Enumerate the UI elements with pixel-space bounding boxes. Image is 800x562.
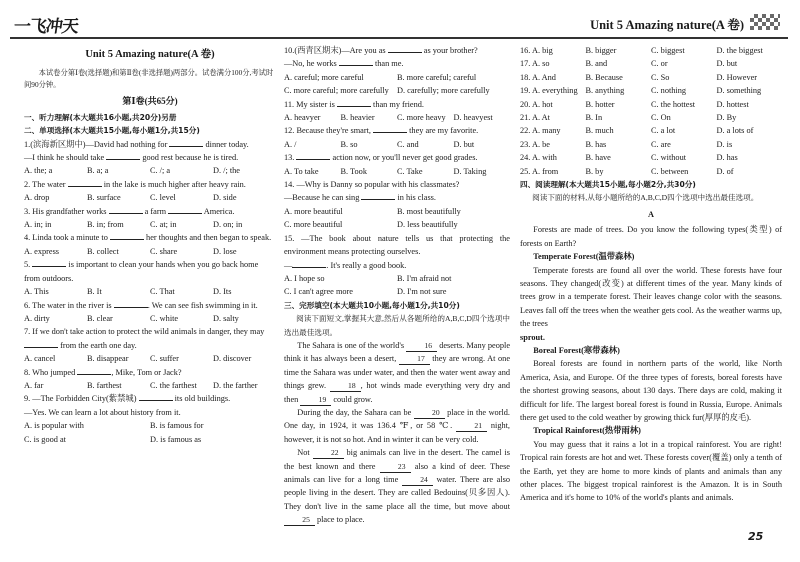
section-reading: 四、阅读理解(本大题共15小题,每小题2分,共30分)	[520, 180, 696, 190]
boreal-heading: Boreal Forest(寒带森林)	[533, 345, 620, 355]
column-right	[520, 44, 782, 505]
cloze-option-row: 19. A. everything B. anything C. nothing D. something	[520, 86, 762, 96]
cloze-paragraph-2: During the day, the Sahara can be 20 place in the world. One day, in 1924, it was 136.4 ℉, or 58 ℃. 21 night, however, it is not so hot. And in winter it can be very cold.	[284, 407, 510, 444]
cloze-option-row: 22. A. many B. much C. a lot D. a lots of	[520, 126, 754, 136]
cloze-option-row: 18. A. And B. Because C. So D. However	[520, 72, 758, 82]
question-7: 7. If we don't take action to protect the wild animals in danger, they may from the earth one day. A. cancel B. disappear C. suffer D. discover	[24, 327, 265, 364]
passage-intro: Forests are made of trees. Do you know the following types(类型) of forests on Earth?	[520, 225, 782, 248]
part-one-title: 第Ⅰ卷(共65分)	[122, 96, 178, 107]
cloze-paragraph-1: The Sahara is one of the world's 16 deserts. Many people think it has always been a desert, 17 they are wrong. At one time the Sahara was under water, and then the water went away and things grew. 18 , hot winds made everything very dry and then 19 could grow.	[284, 340, 511, 404]
temperate-heading: Temperate Forest(温带森林)	[533, 252, 635, 262]
column-left	[24, 44, 276, 446]
section-cloze: 三、完形填空(本大题共10小题,每小题1分,共10分)	[284, 300, 460, 310]
question-10: 10.(西青区期末)—Are you as as your brother? —No, he works than me. A. careful; more careful B. more careful; careful C. more careful; more carefully D. carefully; more carefully	[284, 46, 490, 96]
unit-title: Unit 5 Amazing nature(A 卷)	[85, 49, 215, 60]
cloze-option-row: 23. A. be B. has C. are D. is	[520, 139, 733, 149]
question-3: 3. His grandfather works a farm America. A. in; in B. in; from C. at; in D. on; in	[24, 206, 243, 230]
cloze-options	[520, 44, 782, 178]
question-12: 12. Because they're smart, they are my favorite. A. / B. so C. and D. but	[284, 126, 479, 149]
exam-intro: 本试卷分第Ⅰ卷(选择题)和第Ⅱ卷(非选择题)两部分。试卷满分100分,考试时间90分钟。	[24, 68, 274, 90]
page-number: 25	[748, 530, 764, 543]
question-4: 4. Linda took a minute to her thoughts and then began to speak. A. express B. collect C. share D. lose	[24, 233, 272, 256]
cloze-instructions: 阅读下面短文,掌握其大意,然后从各题所给的A,B,C,D四个选项中选出最佳选项。	[284, 314, 510, 337]
header-title: Unit 5 Amazing nature(A 卷)	[590, 18, 744, 32]
column-middle	[284, 44, 510, 527]
section-single-choice: 二、单项选择(本大题共15小题,每小题1分,共15分)	[24, 126, 200, 136]
question-11: 11. My sister is than my friend. A. heavyer B. heavier C. more heavy D. heavyest	[284, 99, 493, 123]
question-5: 5. is important to clean your hands when you go back home from outdoors. A. This B. It C. That D. Its	[24, 260, 259, 297]
tropical-text: You may guess that it rains a lot in a tropical rainforest. You are right! Tropical rain forests are hot and wet. These forests cover(覆盖) only a tenth of the Earth, yet they are home to more kinds of plants and animals than any other places. The biggest tropical rainforest is the Amazon. It is in South America and it's home to 10% of the world's plants and animals.	[520, 439, 782, 503]
cloze-option-row: 16. A. big B. bigger C. biggest D. the biggest	[520, 46, 763, 55]
question-9: 9. —The Forbidden City(紫禁城) its old buildings. —Yes. We can learn a lot about history from it. A. is popular with B. is famous for C. is good at D. is famous as	[24, 394, 231, 444]
question-14: 14. —Why is Danny so popular with his classmates? —Because he can sing in his class. A. more beautiful B. most beautifully C. more beautiful D. less beautifully	[284, 180, 461, 230]
cloze-option-row: 21. A. At B. In C. On D. By	[520, 113, 737, 123]
reading-instructions: 阅读下面的材料,从每小题所给的A,B,C,D四个选项中选出最佳选项。	[532, 193, 759, 203]
question-1: 1.(滨海新区期中)—David had nothing for dinner today. —I think he should take good rest because he is tired. A. the; a B. a; a C. /; a D. /; the	[24, 139, 249, 176]
passage-a-label: A	[648, 209, 654, 219]
section-listening: 一、听力理解(本大题共16小题,共20分)另册	[24, 112, 177, 122]
page-header	[0, 0, 800, 42]
temperate-text: Temperate forests are found all over the world. These forests have four seasons. They changed(改变) at different times of the year. Many kinds of trees grow in a temperate forest. Their leaves change color with the seasons. Leaves fall off the trees when the weather gets cool. As the weather warms up, the trees sprout.	[520, 265, 782, 342]
brand-logo: 一飞冲天	[12, 17, 80, 37]
question-8: 8. Who jumped , Mike, Tom or Jack? A. far B. farthest C. the farthest D. the farther	[24, 367, 258, 390]
cloze-paragraph-3: Not 22 big animals can live in the desert. The camel is the best known and there 23 also a kind of deer. These animals can live for a long time 24 water. There are also people living in the desert. They are called Bedouins(贝多因人). They don't live in the same place all the time, but move about 25 place to place.	[284, 448, 511, 525]
question-6: 6. The water in the river is . We can see fish swimming in it. A. dirty B. clear C. white D. salty	[24, 300, 258, 323]
cloze-option-row: 24. A. with B. have C. without D. has	[520, 153, 738, 163]
question-15: 15. —The book about nature tells us that protecting the environment means protecting ourselves. — . It's really a good book. A. I hope so B. I'm afraid not C. I can't agree more D. I'm not sure	[284, 233, 510, 297]
cloze-option-row: 25. A. from B. by C. between D. of	[520, 166, 734, 176]
tropical-heading: Tropical Rainforest(热带雨林)	[533, 426, 641, 436]
boreal-text: Boreal forests are found in northern parts of the world, like North America, Asia, and Europe. Of the three types of forests, boreal forests have the shortest growing seasons, about 130 days. There days are cold, making it difficult for life. The largest boreal forest is found in Russia, Europe. Animals there get used to the cold weather by growing thick fur(厚厚的皮毛).	[520, 359, 782, 422]
checkered-flag-icon	[750, 14, 780, 30]
cloze-option-row: 17. A. so B. and C. or D. but	[520, 59, 738, 69]
cloze-option-row: 20. A. hot B. hotter C. the hottest D. hottest	[520, 99, 749, 109]
question-2: 2. The water in the lake is much higher after heavy rain. A. drop B. surface C. level D. side	[24, 179, 246, 203]
header-rule	[10, 37, 788, 39]
question-13: 13. action now, or you'll never get good grades. A. To take B. Took C. Take D. Taking	[284, 153, 487, 176]
